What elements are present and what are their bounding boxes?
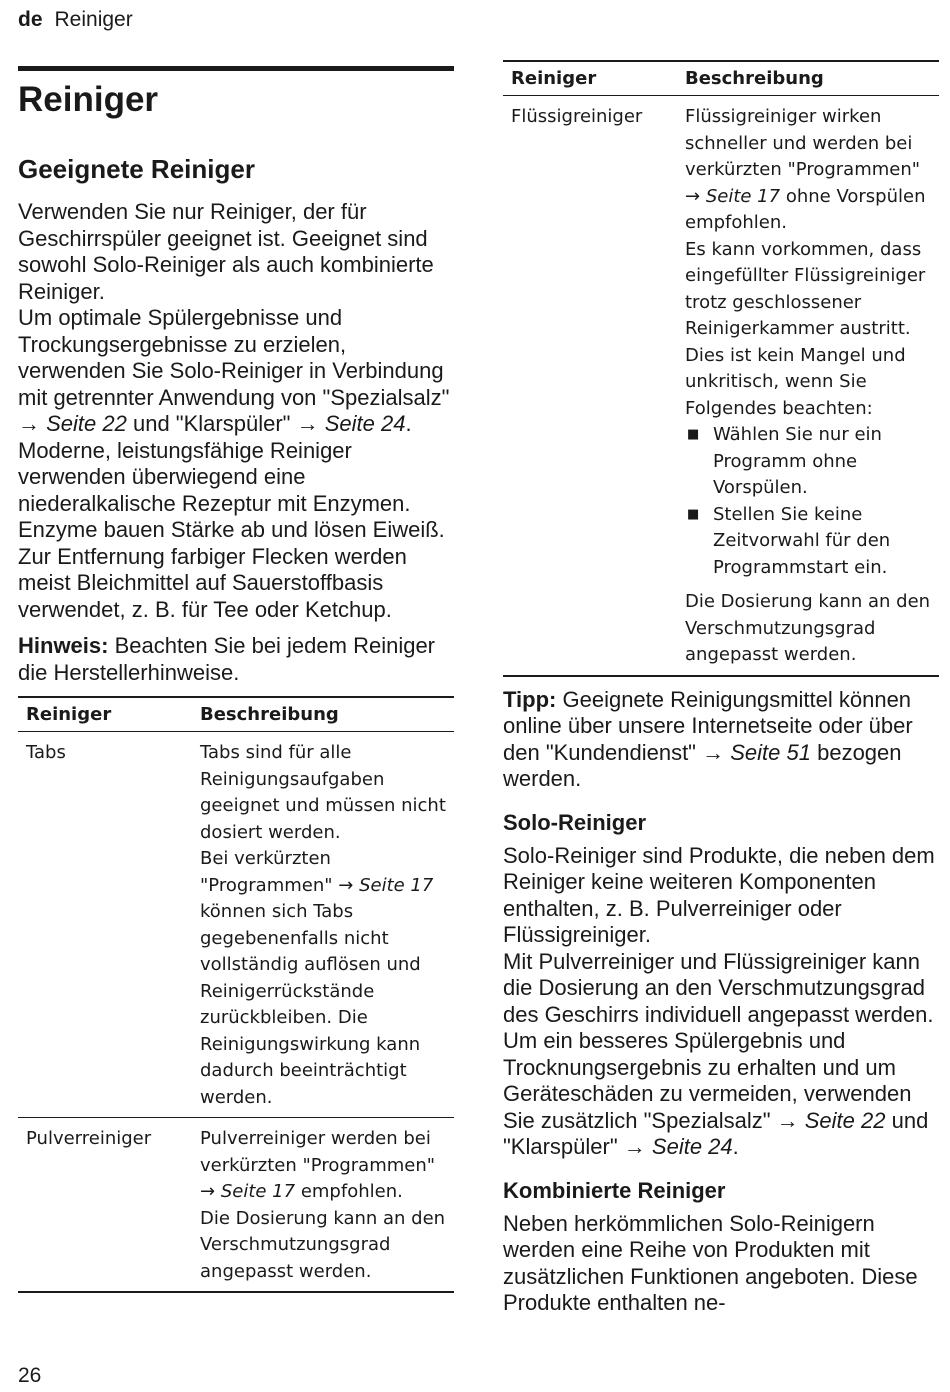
list-item: ■ Stellen Sie keine Zeitvorwahl für den Programmstart ein. [685,502,939,582]
combined-heading: Kombinierte Reiniger [503,1177,726,1203]
cleaner-description: Flüssigreiniger wirken schneller und werden bei verkürzten "Programmen" → Seite 17 ohne Vorspülen empfohlen. Es kann vorkommen, dass eingefüllter Flüssigreiniger trotz geschlossener Reinigerkammer austritt. Dies ist kein Mangel und unkritisch, wenn Sie Folgendes beachten: ■ Wählen Sie nur ein Programm ohne Vorspülen. ■ Stellen Sie keine Zeitvorwahl für den Programmstart ein. Die Dosierung kann an den Verschmutzungsgrad angepasst werden. [677,96,939,676]
column-header: Reiniger [18,697,192,732]
cleaner-name: Pulverreiniger [18,1118,192,1293]
page-reference: Seite 17 [220,1181,296,1202]
column-header: Beschreibung [677,61,939,96]
page-reference: Seite 51 [730,739,811,765]
liquid-cleaner-table [503,60,939,677]
page-reference: Seite 22 [804,1107,886,1133]
cleaner-name: Tabs [26,742,66,763]
left-column [18,66,454,1293]
column-header: Beschreibung [192,697,454,732]
right-column [503,60,939,1317]
page-reference: Seite 17 [359,874,434,896]
table-header-row [503,61,939,96]
enzyme-paragraph: Moderne, leistungsfähige Reiniger verwenden überwiegend eine niederalkalische Rezeptur mit Enzymen. Enzyme bauen Stärke ab und lösen Eiweiß. Zur Entfernung farbiger Flecken werden meist Bleichmittel auf Sauerstoffbasis verwendet, z. B. für Tee oder Ketchup. [18,437,445,622]
tip-label: Tipp: [503,686,557,712]
tip-paragraph: Tipp: Geeignete Reinigungsmittel können online über unsere Internetseite oder über den "Kundendienst" → Seite 51 bezogen werden. [503,686,913,791]
combined-paragraph: Neben herkömmlichen Solo-Reinigern werden eine Reihe von Produkten mit zusätzlichen Funktionen angeboten. Diese Produkte enthalten ne- [503,1210,918,1315]
salt-paragraph: Um optimale Spülergebnisse und Trockungsergebnisse zu erzielen, verwenden Sie Solo-Reiniger in Verbindung mit getrennter Anwendung von "Spezialsalz" → Seite 22 und "Klarspüler" → Seite 24. [18,305,450,436]
column-header: Reiniger [503,61,677,96]
bullet-list [685,422,939,581]
solo-paragraph: Um ein besseres Spülergebnis und Trocknungsergebnis zu erhalten und um Geräteschäden zu vermeiden, verwenden Sie zusätzlich "Spezialsalz" → Seite 22 und "Klarspüler" → Seite 24. [503,1028,929,1159]
intro-paragraph: Verwenden Sie nur Reiniger, der für Geschirrspüler geeignet ist. Geeignet sind sowohl Solo-Reiniger als auch kombinierte Reiniger. [18,199,434,304]
note-label: Hinweis: [18,633,109,658]
page-reference: Seite 24 [324,411,406,436]
cleaner-table [18,696,454,1293]
section-heading: Geeignete Reiniger [18,154,255,184]
table-row [18,1118,454,1293]
solo-heading: Solo-Reiniger [503,809,647,835]
solo-paragraph: Mit Pulverreiniger und Flüssigreiniger kann die Dosierung an den Verschmutzungsgrad des Geschirrs individuell angepasst werden. [503,948,934,1027]
title-rule [18,66,454,71]
page-title: Reiniger [18,80,159,119]
page-reference: Seite 22 [46,411,127,436]
note-paragraph: Hinweis: Beachten Sie bei jedem Reiniger die Herstellerhinweise. [18,633,436,685]
page-header [18,8,133,32]
cleaner-name: Flüssigreiniger [511,106,643,127]
language-label: de [18,8,43,31]
table-row [18,732,454,1118]
solo-paragraph: Solo-Reiniger sind Produkte, die neben dem Reiniger keine weiteren Komponenten enthalten, z. B. Pulverreiniger oder Flüssigreiniger. [503,842,935,947]
cleaner-description: Pulverreiniger werden bei verkürzten "Programmen" → Seite 17 empfohlen. Die Dosierung kann an den Verschmutzungsgrad angepasst werden. [192,1118,454,1293]
table-row [503,96,939,676]
table-header-row [18,697,454,732]
page-number: 26 [18,1364,42,1387]
page-reference: Seite 17 [705,185,781,207]
section-label: Reiniger [54,8,133,31]
cleaner-description: Tabs sind für alle Reinigungsaufgaben geeignet und müssen nicht dosiert werden. Bei verkürzten "Programmen" → Seite 17 können sich Tabs gegebenenfalls nicht vollständig auflösen und Reinigerrückstände zurückbleiben. Die Reinigungswirkung kann dadurch beeinträchtigt werden. [200,742,446,1108]
list-item: ■ Wählen Sie nur ein Programm ohne Vorspülen. [685,422,939,502]
page-reference: Seite 24 [651,1134,733,1159]
